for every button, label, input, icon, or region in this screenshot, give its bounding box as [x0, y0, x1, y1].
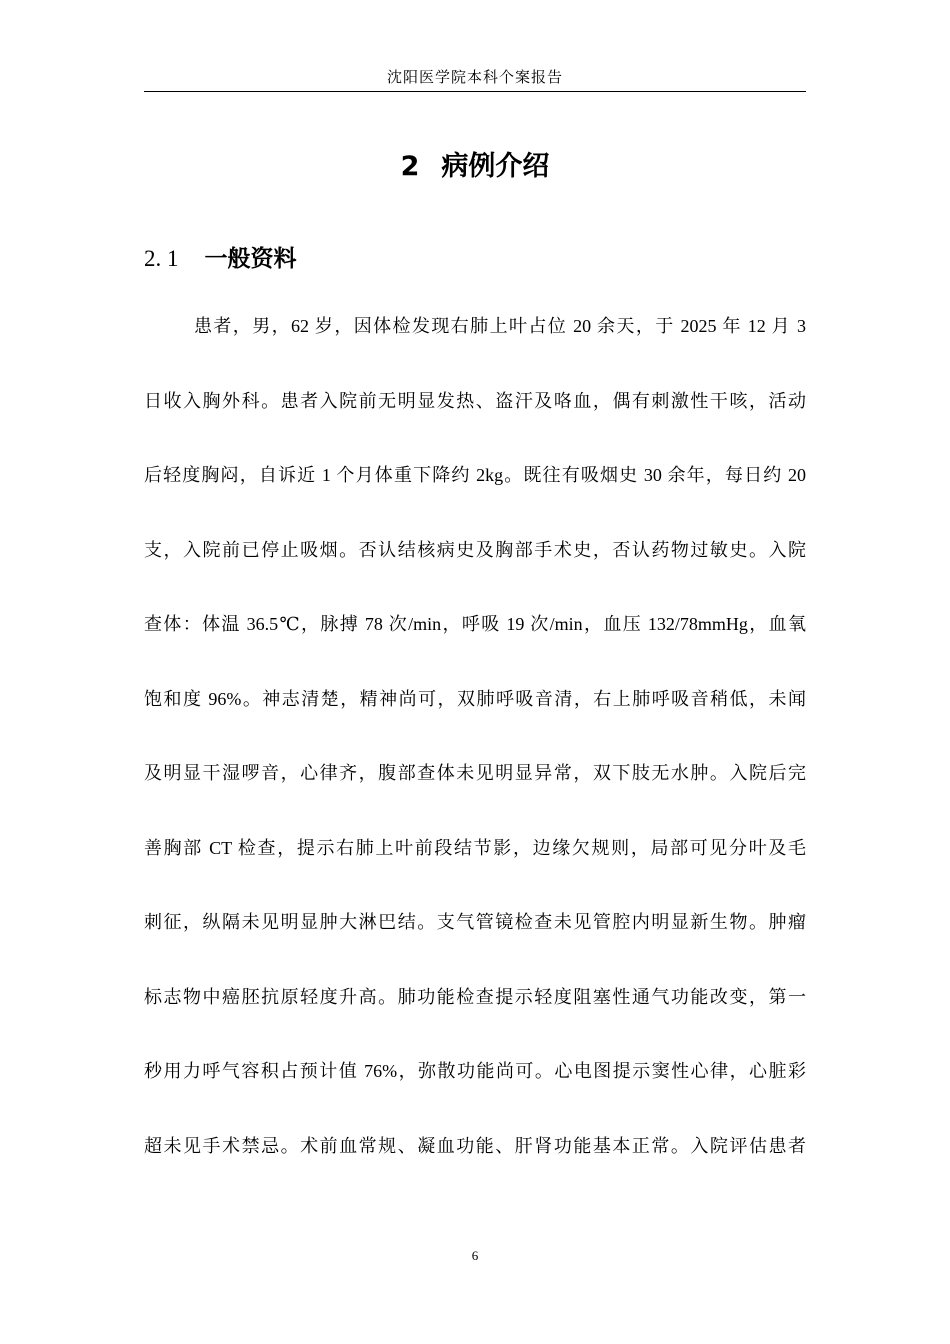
- page-number: 6: [471, 1248, 479, 1263]
- paragraph-line: 日收入胸外科。患者入院前无明显发热、盗汗及咯血，偶有刺激性干咳，活动: [144, 390, 806, 411]
- paragraph-line: 后轻度胸闷，自诉近 1 个月体重下降约 2kg。既往有吸烟史 30 余年，每日约 20: [144, 465, 806, 485]
- paragraph-line: 查体：体温 36.5℃，脉搏 78 次/min，呼吸 19 次/min，血压 132/78mmHg，血氧: [144, 614, 806, 634]
- chapter-title: [144, 147, 806, 187]
- paragraph-line: 善胸部 CT 检查，提示右肺上叶前段结节影，边缘欠规则，局部可见分叶及毛: [144, 837, 806, 858]
- body-paragraph: [144, 306, 806, 1200]
- paragraph-line: 刺征，纵隔未见明显肿大淋巴结。支气管镜检查未见管腔内明显新生物。肿瘤: [144, 912, 806, 932]
- paragraph-line: 患者，男，62 岁，因体检发现右肺上叶占位 20 余天，于 2025 年 12 月 3: [194, 316, 806, 336]
- section-heading: [144, 241, 297, 277]
- header-rule: [144, 91, 806, 92]
- section-number: 2. 1: [144, 246, 179, 271]
- paragraph-line: 标志物中癌胚抗原轻度升高。肺功能检查提示轻度阻塞性通气功能改变，第一: [144, 986, 806, 1007]
- paragraph-line: 秒用力呼气容积占预计值 76%，弥散功能尚可。心电图提示窦性心律，心脏彩: [144, 1061, 806, 1081]
- paragraph-line: 及明显干湿啰音，心律齐，腹部查体未见明显异常，双下肢无水肿。入院后完: [144, 763, 806, 783]
- section-title-text: 一般资料: [204, 246, 297, 272]
- paragraph-line: 饱和度 96%。神志清楚，精神尚可，双肺呼吸音清，右上肺呼吸音稍低，未闻: [144, 688, 806, 709]
- chapter-number: 2: [400, 151, 420, 182]
- chapter-title-text: 病例介绍: [441, 151, 550, 182]
- paragraph-line: 支，入院前已停止吸烟。否认结核病史及胸部手术史，否认药物过敏史。入院: [144, 539, 806, 560]
- paragraph-line: 超未见手术禁忌。术前血常规、凝血功能、肝肾功能基本正常。入院评估患者: [144, 1135, 806, 1156]
- running-header: 沈阳医学院本科个案报告: [386, 70, 563, 86]
